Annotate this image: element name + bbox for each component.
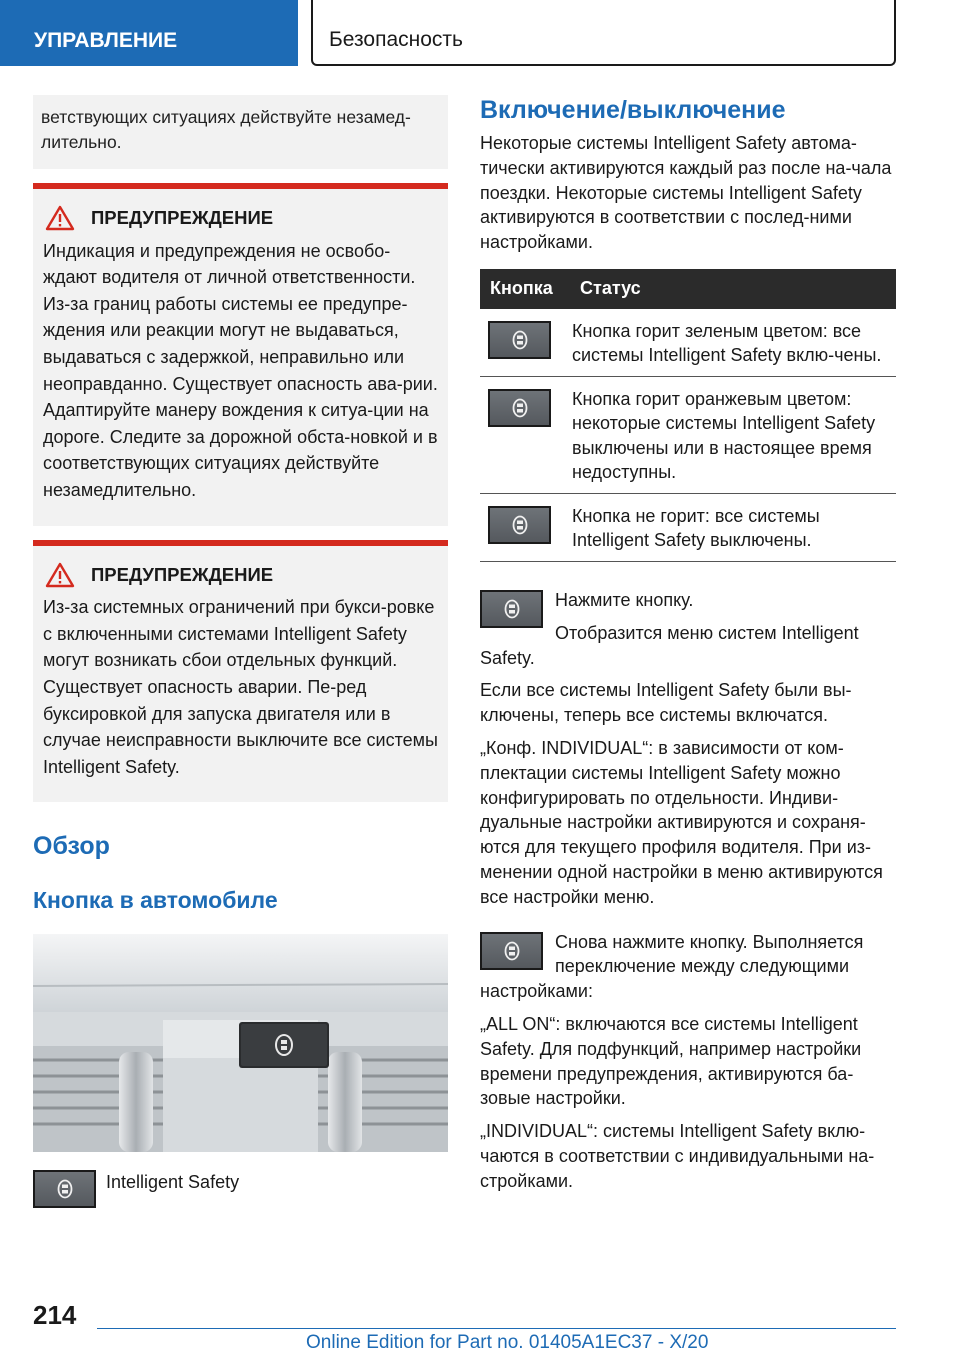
status-cell: Кнопка горит оранжевым цветом: некоторые системы Intelligent Safety выключены или в настоящее время недоступны.: [572, 376, 896, 493]
caption-text: Intelligent Safety: [106, 1172, 240, 1193]
paragraph-individual-config: „Конф. INDIVIDUAL“: в зависимости от ком-плектации системы Intelligent Safety можно конфигурировать по отдельности. Индиви-дуальные настройки активируются и сохраня-ются для текущего профиля водителя. При из-менении одной настройки в меню активируются все настройки меню.: [480, 737, 883, 907]
heading-button-in-car: Кнопка в автомобиле: [33, 887, 278, 914]
car-dashboard-photo: [33, 934, 448, 1152]
footer-edition: Online Edition for Part no. 01405A1EC37 - X/20: [306, 1332, 709, 1353]
table-row: [480, 493, 896, 561]
status-cell: Кнопка горит зеленым цветом: все системы Intelligent Safety вклю-чены.: [572, 309, 896, 377]
safety-glyph-icon: [503, 941, 521, 961]
warning-header: [43, 205, 438, 232]
table-header-row: [480, 269, 896, 309]
dashboard-illustration: [33, 934, 448, 1152]
step-press-button: [480, 588, 896, 670]
col-button-header: Кнопка: [480, 269, 572, 309]
button-orange-icon: [488, 389, 551, 427]
warning-title: ПРЕДУПРЕЖДЕНИЕ: [91, 563, 274, 585]
step-line-2: Отобразится меню систем Intelligent Safety.: [480, 622, 859, 668]
warning-title: ПРЕДУПРЕЖДЕНИЕ: [91, 207, 274, 228]
status-table: [480, 269, 896, 562]
warning-header: [43, 562, 438, 589]
continued-note: ветствующих ситуациях действуйте незамед-лительно.: [33, 95, 448, 169]
page-header: [0, 0, 960, 66]
step-2-text: Снова нажмите кнопку. Выполняется переключение между следующими настройками:: [480, 931, 864, 1002]
button-caption: [33, 1170, 448, 1208]
step-line-1: Нажмите кнопку.: [555, 589, 694, 610]
warning-text: Из-за системных ограничений при букси-ровке с включенными системами Intelligent Safety могут возникать сбои отдельных функций. Существует опасность аварии. Пе-ред буксировкой для запуска двигателя или в случае неисправности выключите все системы Intelligent Safety.: [43, 597, 438, 777]
safety-glyph-icon: [511, 398, 529, 418]
intelligent-safety-button-icon: [33, 1170, 96, 1208]
intelligent-safety-button-icon: [480, 590, 543, 628]
warning-box-1: [33, 183, 448, 526]
left-column: [33, 95, 448, 1208]
paragraph-all-off: Если все системы Intelligent Safety были вы-ключены, теперь все системы включатся.: [480, 680, 852, 726]
paragraph-individual: „INDIVIDUAL“: системы Intelligent Safety вклю-чаются в соответствии с индивидуальными на-стройками.: [480, 1121, 875, 1191]
step-press-again: [480, 930, 896, 1004]
safety-glyph-icon: [503, 599, 521, 619]
warning-text: Индикация и предупреждения не освобо-ждают водителя от личной ответственности. Из-за границ работы системы ее предупре-ждения или реакции могут не выдаваться, выдаваться с задержкой, неправильно или неоправданно. Существует опасность ава-рии. Адаптируйте манеру вождения к ситуа-ции на дороге. Следите за дорожной обста-новкой и в соответствующих ситуациях действуйте незамедлительно.: [43, 240, 438, 500]
section-tab: УПРАВЛЕНИЕ: [0, 0, 298, 66]
right-column: [480, 95, 896, 1194]
page-number: 214: [33, 1300, 77, 1330]
heading-on-off: Включение/выключение: [480, 96, 786, 124]
warning-triangle-icon: [45, 562, 75, 588]
intelligent-safety-button-icon: [480, 932, 543, 970]
footer-divider: [97, 1328, 896, 1329]
table-row: [480, 309, 896, 377]
button-green-icon: [488, 321, 551, 359]
col-status-header: Статус: [572, 269, 896, 309]
warning-triangle-icon: [45, 205, 75, 231]
paragraph-all-on: „ALL ON“: включаются все системы Intelligent Safety. Для подфункций, например настройки времени предупреждения, активируются ба-зовые настройки.: [480, 1013, 862, 1109]
button-off-icon: [488, 506, 551, 544]
safety-glyph-icon: [511, 515, 529, 535]
safety-glyph-icon: [56, 1179, 74, 1199]
table-row: [480, 376, 896, 493]
warning-box-2: [33, 540, 448, 803]
chapter-title: Безопасность: [311, 0, 896, 66]
intro-paragraph: Некоторые системы Intelligent Safety автома-тически активируются каждый раз после на-чала поездки. Некоторые системы Intelligent Safety активируются в соответствии с послед-ними настройками.: [480, 133, 892, 253]
safety-glyph-icon: [511, 330, 529, 350]
status-cell: Кнопка не горит: все системы Intelligent Safety выключены.: [572, 493, 896, 561]
heading-overview: Обзор: [33, 832, 110, 861]
